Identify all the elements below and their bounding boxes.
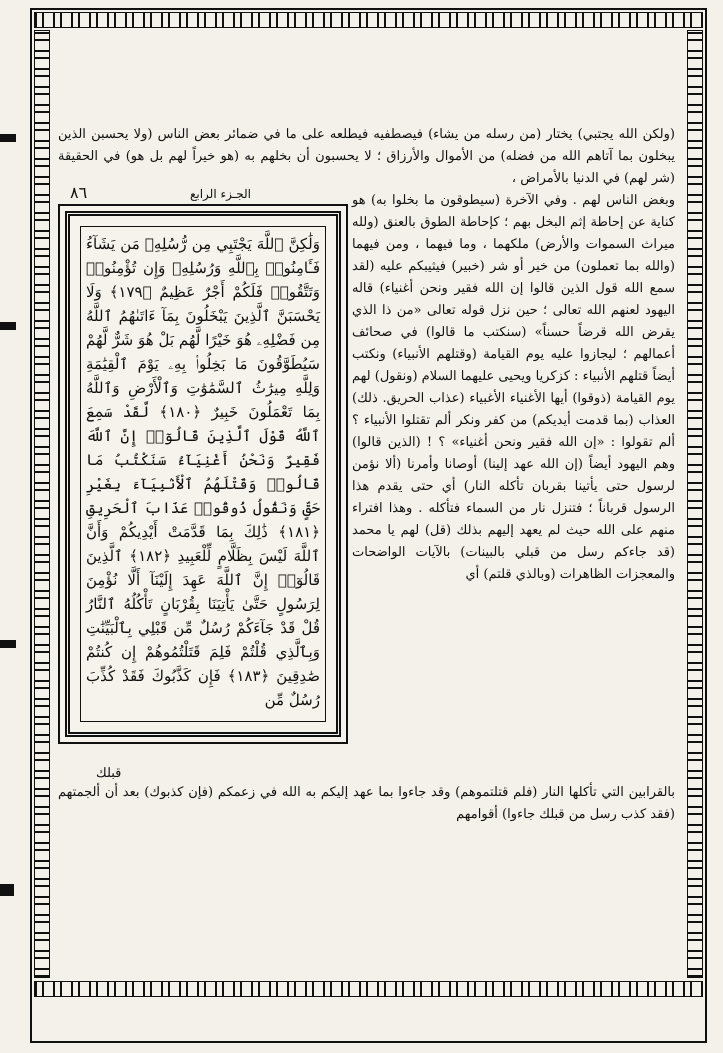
bottom-ornament-band [34, 981, 703, 997]
margin-mark [0, 134, 16, 142]
margin-mark [0, 322, 16, 330]
top-ornament-band [34, 12, 703, 28]
margin-mark [0, 884, 14, 896]
catchword: قبلك [96, 766, 122, 781]
margin-mark [0, 640, 16, 648]
quran-panel [58, 204, 348, 744]
left-ornament-band [34, 30, 50, 978]
quran-verses: وَلَٰكِنَّ ٱللَّهَ يَجْتَبِي مِن رُّسُلِهِۦ مَن يَشَآءُ فَـَٔامِنُوا۟ بِٱللَّهِ وَرُسُلِهِۦ وَإِن تُؤْمِنُوا۟ وَتَتَّقُوا۟ فَلَكُمْ أَجْرٌ عَظِيمٌ ﴿١٧٩﴾ وَلَا يَحْسَبَنَّ ٱلَّذِينَ يَبْخَلُونَ بِمَآ ءَاتَىٰهُمُ ٱللَّهُ مِن فَضْلِهِۦ هُوَ خَيْرًا لَّهُم بَلْ هُوَ شَرٌّ لَّهُمْ سَيُطَوَّقُونَ مَا بَخِلُوا۟ بِهِۦ يَوْمَ ٱلْقِيَٰمَةِ وَلِلَّهِ مِيرَٰثُ ٱلسَّمَٰوَٰتِ وَٱلْأَرْضِ وَٱللَّهُ بِمَا تَعْمَلُونَ خَبِيرٌ ﴿١٨٠﴾ لَّقَدْ سَمِعَ ٱللَّهُ قَوْلَ ٱلَّذِينَ قَالُوٓا۟ إِنَّ ٱللَّهَ فَقِيرٌ وَنَحْنُ أَغْنِيَآءُ سَنَكْتُبُ مَا قَالُوا۟ وَقَتْلَهُمُ ٱلْأَنۢبِيَآءَ بِغَيْرِ حَقٍّ وَنَقُولُ ذُوقُوا۟ عَذَابَ ٱلْحَرِيقِ ﴿١٨١﴾ ذَٰلِكَ بِمَا قَدَّمَتْ أَيْدِيكُمْ وَأَنَّ ٱللَّهَ لَيْسَ بِظَلَّامٍ لِّلْعَبِيدِ ﴿١٨٢﴾ ٱلَّذِينَ قَالُوٓا۟ إِنَّ ٱللَّهَ عَهِدَ إِلَيْنَآ أَلَّا نُؤْمِنَ لِرَسُولٍ حَتَّىٰ يَأْتِيَنَا بِقُرْبَانٍ تَأْكُلُهُ ٱلنَّارُ قُلْ قَدْ جَآءَكُمْ رُسُلٌ مِّن قَبْلِي بِٱلْبَيِّنَٰتِ وَبِٱلَّذِي قُلْتُمْ فَلِمَ قَتَلْتُمُوهُمْ إِن كُنتُمْ صَٰدِقِينَ ﴿١٨٣﴾ فَإِن كَذَّبُوكَ فَقَدْ كُذِّبَ رُسُلٌ مِّن [86, 235, 320, 709]
page-number: ٨٦ [70, 183, 88, 202]
commentary-bottom: بالقرابين التي تأكلها النار (فلم قتلتموهم) وقد جاءوا بما عهد إليكم به الله في زعمكم (فإن كذبوك) بعد أن ألجمتهم (فقد كذب رسل من قبلك جاءوا) أقوامهم [58, 785, 675, 822]
juz-label: الجـزء الرابع [190, 187, 252, 201]
running-header [70, 183, 340, 205]
commentary-side: وبغض الناس لهم . وفي الآخرة (سيطوقون ما بخلوا به) هو كناية عن إحاطة إثم البخل بهم ؛ كإحاطة الطوق بالعنق (ولله ميراث السموات والأرض) ملكهما ، وما فيهما ، ومن فيهما (والله بما تعملون) من خير أو شر (خبير) فيثيبكم عليه (لقد سمع الله قول الذين قالوا إن الله فقير ونحن أغنياء) قاله اليهود لعنهم الله تعالى ؛ حين نزل قوله تعالى «من ذا الذي يقرض الله قرضاً حسناً» (سنكتب ما قالوا) في صحائف أعمالهم ؛ ليجازوا عليه يوم القيامة (وقتلهم الأنبياء) ونكتب أيضاً قتلهم الأنبياء : كزكريا ويحيى عليهما السلام (ونقول) لهم يوم القيامة (ذوقوا) أيها الأغنياء الأغبياء (عذاب الحريق. ذلك) العذاب (بما قدمت أيديكم) من كفر ونكر ألم تقتلوا الأنبياء ؟ ألم تقولوا : «إن الله فقير ونحن أغنياء» ؟ ! (الذين قالوا) وهم اليهود أيضاً (إن الله عهد إلينا) أوصانا وأمرنا (ألا نؤمن لرسول حتى يأتينا بقربان تأكله النار) أي حتى يقدم هذا الرسول قرباناً ؛ فتنزل نار من السماء فتأكله . وهذا افتراء منهم على الله حيث لم يعهد إليهم بذلك (قل) لهم يا محمد (قد جاءكم رسل من قبلي بالبينات) بالآيات الواضحات والمعجزات الظاهرات (وبالذي قلتم) أي [352, 193, 675, 582]
commentary-top: (ولكن الله يجتبي) يختار (من رسله من يشاء) فيصطفيه فيطلعه على ما في ضمائر بعض الناس (ولا يحسبن الذين يبخلون بما آتاهم الله من فضله) من الأموال والأرزاق ؛ لا يحسبون أن بخلهم به (هو خيراً لهم بل هو) في الحقيقة (شر لهم) في الدنيا بالأمراض ، [58, 127, 675, 186]
right-ornament-band [687, 30, 703, 978]
